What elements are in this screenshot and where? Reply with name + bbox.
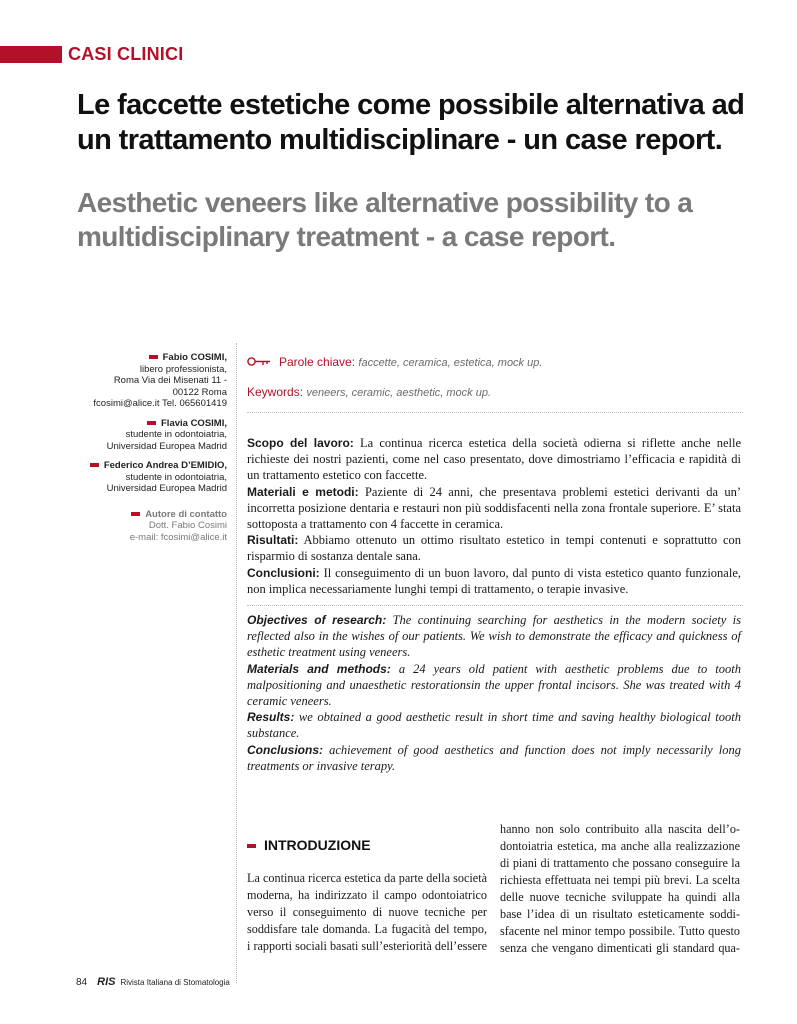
abstract-heading: Conclusioni: [247,565,320,580]
key-icon [247,355,271,371]
journal-abbreviation: RIS [97,976,116,988]
author-name: Fabio COSIMI, [162,352,227,363]
dotted-separator [247,605,743,606]
body-line: La continua ricerca estetica da parte della società [247,871,487,885]
keywords-value: veneers, ceramic, aesthetic, mock up. [306,387,492,399]
author-name: Flavia COSIMI, [161,417,227,429]
dotted-separator [247,412,743,413]
keywords-english [247,384,491,401]
body-line: base l’idea di un risultato esteticamente soddi- [500,907,740,921]
body-column-1 [247,870,487,955]
journal-title: Rivista Italiana di Stomatologia [120,978,230,987]
introduction-heading [247,837,371,853]
author-list [70,352,227,543]
abstract-text: Abbiamo ottenuto un ottimo risultato estetico in tempi contenuti e soprattutto con risparmio di sostanza dentale sana. [247,533,742,564]
abstract-heading: Risultati: [247,533,299,548]
body-line: soddisfare tale domanda. La fugacità del tempo, [247,922,487,936]
section-label: CASI CLINICI [68,44,184,64]
author-affiliation: studente in odontoiatria, [125,471,227,483]
bullet-marker [90,463,99,467]
abstract-english [247,612,741,774]
contact-email: e-mail: fcosimi@alice.it [129,531,227,543]
page-footer [76,976,230,988]
author-affiliation: 00122 Roma [172,386,227,398]
author-1 [70,352,227,410]
abstract-italian [247,435,741,597]
body-line: sfacente nel minor tempo possibile. Tutto questo [500,924,740,938]
column-divider [236,343,237,983]
abstract-text: La continua ricerca estetica della società odierna si riflette anche nelle richieste dei nostri pazienti, come nel caso presentato, dove dimostriamo l’efficacia e rapidità di un trattamento estetico con faccette. [247,436,742,483]
bullet-marker [149,355,158,359]
abstract-text: a 24 years old patient with aesthetic problems due to tooth malpositioning and unaesthetic restorationsin the upper frontal incisors. She was treated with 4 ceramic veneers. [247,661,741,709]
author-affiliation: libero professionista, [139,363,227,375]
body-line: di piani di trattamento che possano conseguire la [500,856,740,870]
author-contact-line: fcosimi@alice.it Tel. 065601419 [93,398,227,409]
article-title-english: Aesthetic veneers like alternative possibility to a multidisciplinary treatment - a case report. [77,187,693,252]
abstract-heading: Conclusions: [247,742,324,757]
body-line: dontoiatria estetica, ma anche alla realizzazione [500,839,740,853]
abstract-heading: Materiali e metodi: [247,484,359,499]
author-2 [70,418,227,453]
contact-author [70,509,227,544]
abstract-heading: Scopo del lavoro: [247,436,354,450]
contact-header: Autore di contatto [145,508,227,520]
author-affiliation: Universidad Europea Madrid [106,483,227,494]
body-line: richiesta effettuata nei tempi più brevi. La scelta [500,873,740,887]
contact-name: Dott. Fabio Cosimi [148,520,227,531]
body-line: senza che vengano dimenticati gli standard qua- [500,941,740,955]
author-3 [70,460,227,495]
body-line: delle nuove tecniche sviluppate ha quindi alla [500,890,740,904]
author-affiliation: Roma Via dei Misenati 11 - [113,375,227,386]
author-affiliation: Universidad Europea Madrid [106,440,227,452]
abstract-text: Paziente di 24 anni, che presentava problemi estetici derivanti da un’ incorretta posizione dentaria e restauri non più soddisfacenti nella zona frontale superiore. E’ stata sottoposta a trattamento con 4 faccette in ceramica. [247,484,742,532]
article-title-italian: Le faccette estetiche come possibile alternativa ad un trattamento multidisciplinare - un case report. [77,89,745,156]
page-number: 84 [76,977,88,988]
bullet-marker [147,421,156,425]
body-line: i rapporti sociali basati sull’esteriorità dell’essere [247,939,487,953]
keywords-value: faccette, ceramica, estetica, mock up. [358,357,543,369]
body-line: hanno non solo contribuito alla nascita dell’o- [500,822,740,836]
abstract-text: achievement of good aesthetics and function does not imply necessarily long treatments or invasive terapy. [247,742,741,773]
abstract-heading: Objectives of research: [247,613,387,627]
author-name: Federico Andrea D’EMIDIO, [103,460,227,471]
abstract-heading: Results: [247,710,295,725]
author-affiliation: studente in odontoiatria, [125,429,227,440]
body-line: moderna, ha indirizzato il campo odontoiatrico [247,888,487,902]
abstract-heading: Materials and methods: [247,661,391,676]
body-column-2 [500,821,740,957]
bullet-marker [131,512,140,516]
keywords-label: Keywords: [247,385,304,399]
bullet-marker [247,844,256,848]
introduction-heading-text: INTRODUZIONE [264,837,371,853]
abstract-text: Il conseguimento di un buon lavoro, dal punto di vista estetico quanto funzionale, non implica necessariamente lunghi tempi di trattamento, o terapie invasive. [247,565,741,596]
section-color-bar [0,46,62,63]
abstract-text: we obtained a good aesthetic result in short time and saving healthy biological tooth substance. [247,710,741,741]
keywords-italian [247,354,542,371]
abstract-text: The continuing searching for aesthetics in the modern society is reflected also in the wishes of our patients. We wish to demonstrate the efficacy and quickness of esthetic treatment using veneers. [247,613,742,660]
keywords-label: Parole chiave: [279,355,356,369]
body-line: verso il conseguimento di nuove tecniche per [247,905,487,919]
